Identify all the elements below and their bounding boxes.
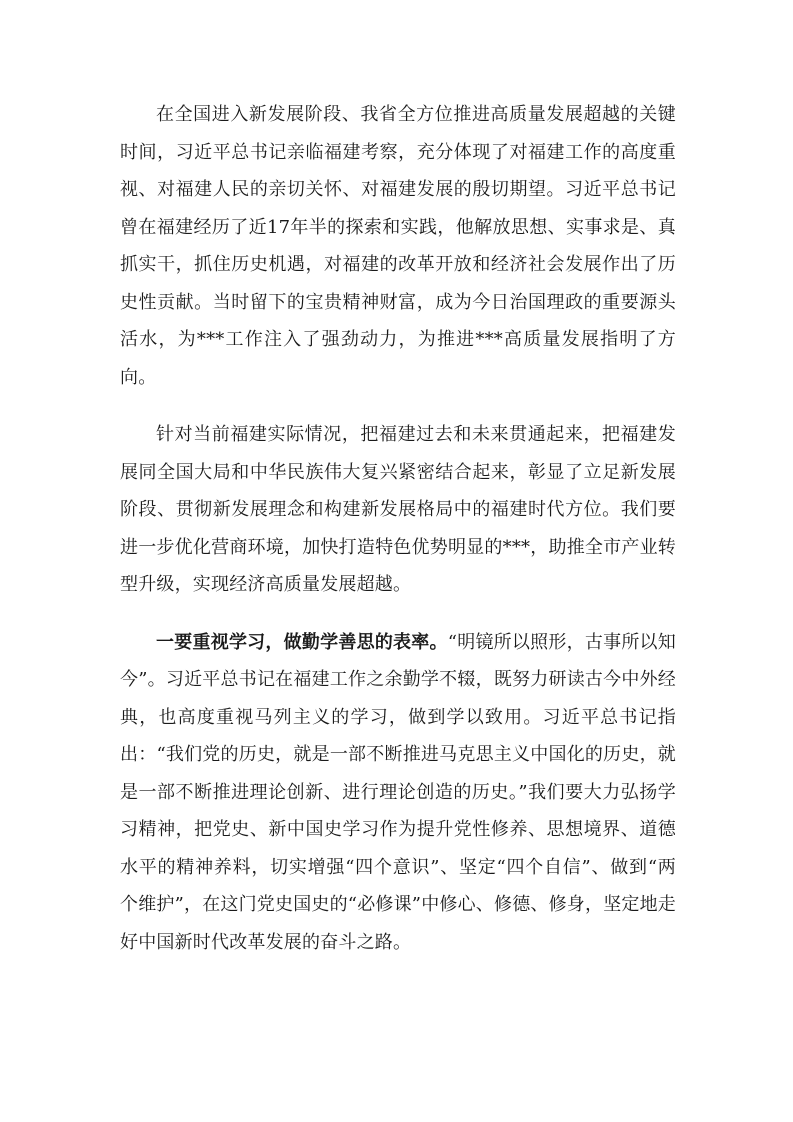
document-body [120, 96, 676, 961]
paragraph-3 [120, 624, 676, 962]
paragraph-1-text: 在全国进入新发展阶段、我省全方位推进高质量发展超越的关键时间，习近平总书记亲临福建考察，充分体现了对福建工作的高度重视、对福建人民的亲切关怀、对福建发展的殷切期望。习近平总书记曾在福建经历了近17年半的探索和实践，他解放思想、实事求是、真抓实干，抓住历史机遇，对福建的改革开放和经济社会发展作出了历史性贡献。当时留下的宝贵精神财富，成为今日治国理政的重要源头活水，为***工作注入了强劲动力，为推进***高质量发展指明了方向。 [120, 104, 676, 388]
paragraph-3-text: “明镜所以照形，古事所以知今”。习近平总书记在福建工作之余勤学不辍，既努力研读古今中外经典，也高度重视马列主义的学习，做到学以致用。习近平总书记指出：“我们党的历史，就是一部不断推进马克思主义中国化的历史，就是一部不断推进理论创新、进行理论创造的历史。”我们要大力弘扬学习精神，把党史、新中国史学习作为提升党性修养、思想境界、道德水平的精神养料，切实增强“四个意识”、坚定“四个自信”、做到“两个维护”，在这门党史国史的“必修课”中修心、修德、修身，坚定地走好中国新时代改革发展的奋斗之路。 [120, 631, 677, 953]
paragraph-1 [120, 96, 676, 396]
paragraph-3-lead: 一要重视学习，做勤学善思的表率。 [156, 631, 448, 653]
paragraph-2-text: 针对当前福建实际情况，把福建过去和未来贯通起来，把福建发展同全国大局和中华民族伟大复兴紧密结合起来，彰显了立足新发展阶段、贯彻新发展理念和构建新发展格局中的福建时代方位。我们要进一步优化营商环境，加快打造特色优势明显的***，助推全市产业转型升级，实现经济高质量发展超越。 [120, 424, 676, 595]
paragraph-2 [120, 416, 676, 604]
